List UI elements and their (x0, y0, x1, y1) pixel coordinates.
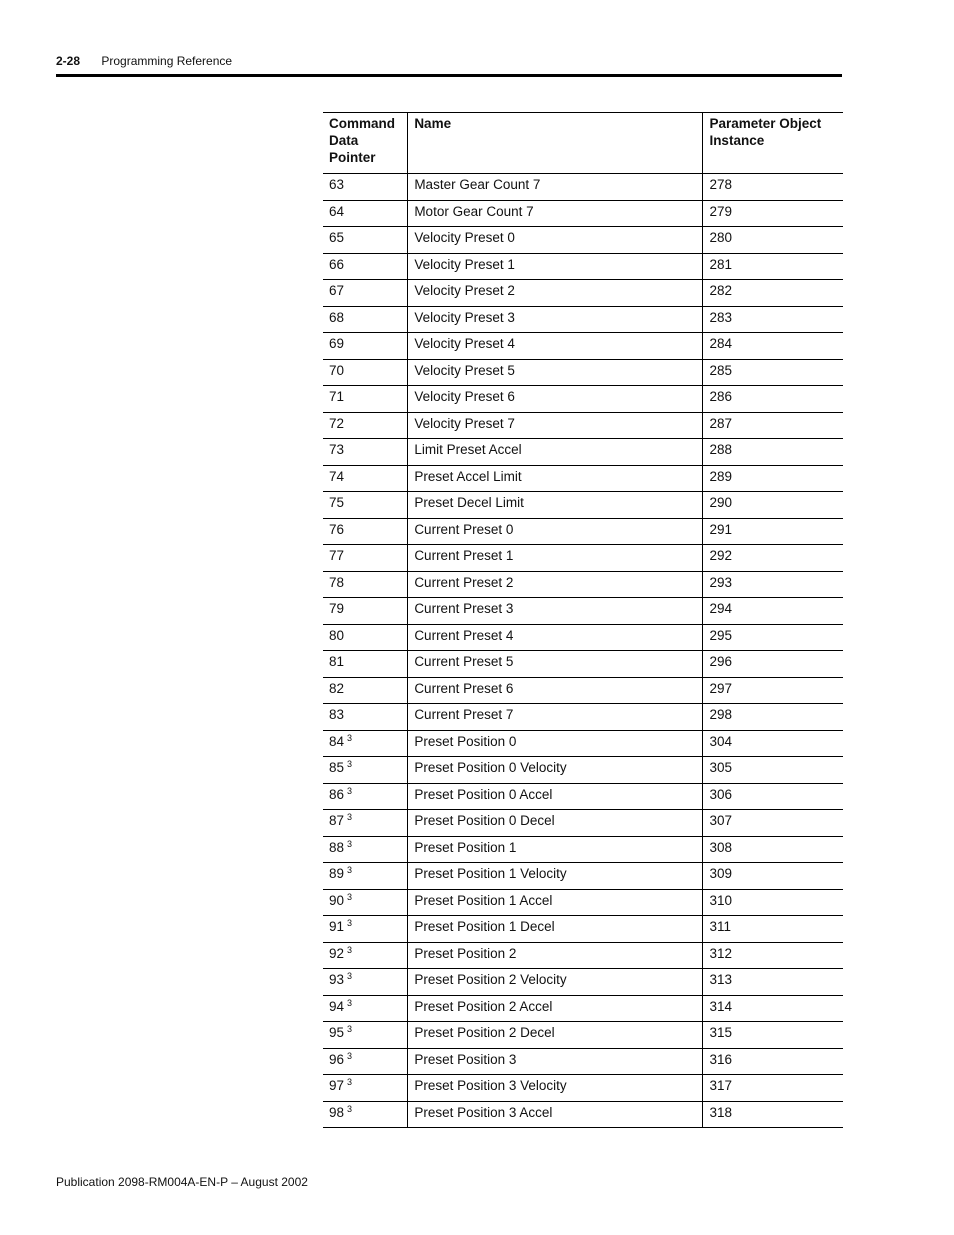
parameter-object-instance-cell: 292 (703, 545, 843, 572)
column-header-command-data-pointer: Command Data Pointer (323, 113, 408, 174)
pointer-value: 66 (329, 256, 345, 272)
table-row (323, 253, 843, 280)
table-row (323, 677, 843, 704)
pointer-value: 89 (329, 866, 345, 881)
table-row (323, 545, 843, 572)
name-cell: Preset Position 1 Accel (408, 889, 703, 916)
column-header-parameter-object-instance: Parameter Object Instance (703, 113, 843, 174)
name-cell: Preset Decel Limit (408, 492, 703, 519)
footnote-marker: 3 (347, 759, 353, 769)
table-row (323, 465, 843, 492)
pointer-value: 75 (329, 495, 345, 510)
header-row (323, 113, 843, 174)
section-title: Programming Reference (101, 54, 233, 68)
table-row (323, 810, 843, 837)
table-row (323, 333, 843, 360)
parameter-object-instance-cell: 286 (703, 386, 843, 413)
command-data-pointer-cell (323, 174, 408, 201)
footnote-marker: 3 (347, 891, 353, 902)
name-cell: Current Preset 5 (408, 651, 703, 678)
pointer-value: 68 (329, 309, 345, 325)
name-cell: Current Preset 2 (408, 571, 703, 598)
parameter-object-instance-cell: 316 (703, 1048, 843, 1075)
table-row (323, 492, 843, 519)
footnote-marker: 3 (347, 732, 353, 743)
table-row (323, 757, 843, 784)
table-row (323, 227, 843, 254)
command-data-pointer-cell (323, 280, 408, 307)
pointer-value: 85 (329, 760, 345, 775)
table-row (323, 995, 843, 1022)
table-row (323, 306, 843, 333)
table-row (323, 916, 843, 943)
parameter-object-instance-cell: 283 (703, 306, 843, 333)
name-cell: Velocity Preset 7 (408, 412, 703, 439)
command-data-pointer-cell (323, 439, 408, 466)
name-cell: Velocity Preset 1 (408, 253, 703, 280)
table-row (323, 836, 843, 863)
table-row (323, 942, 843, 969)
page-footer: Publication 2098-RM004A-EN-P – August 2002 (56, 1175, 308, 1189)
table-row (323, 518, 843, 545)
pointer-value: 64 (329, 203, 345, 219)
parameter-object-instance-cell: 313 (703, 969, 843, 996)
pointer-value: 82 (329, 680, 345, 696)
parameter-object-instance-cell: 284 (703, 333, 843, 360)
name-cell: Master Gear Count 7 (408, 174, 703, 201)
command-data-pointer-cell (323, 704, 408, 731)
table-row (323, 1075, 843, 1102)
command-data-pointer-cell (323, 386, 408, 413)
name-cell: Limit Preset Accel (408, 439, 703, 466)
pointer-value: 73 (329, 442, 345, 457)
command-data-pointer-cell (323, 836, 408, 863)
name-cell: Preset Position 1 (408, 836, 703, 863)
table-row (323, 386, 843, 413)
table-row (323, 1048, 843, 1075)
name-cell: Preset Position 1 Decel (408, 916, 703, 943)
parameter-object-instance-cell: 282 (703, 280, 843, 307)
parameter-object-instance-cell: 309 (703, 863, 843, 890)
command-data-pointer-cell (323, 863, 408, 890)
command-data-pointer-cell (323, 253, 408, 280)
command-data-pointer-cell (323, 571, 408, 598)
name-cell: Velocity Preset 2 (408, 280, 703, 307)
table-row (323, 1101, 843, 1128)
name-cell: Current Preset 4 (408, 624, 703, 651)
parameter-object-instance-cell: 314 (703, 995, 843, 1022)
pointer-value: 76 (329, 521, 345, 537)
command-data-pointer-cell (323, 783, 408, 810)
footnote-marker: 3 (347, 838, 353, 849)
pointer-value: 77 (329, 548, 345, 563)
table-row (323, 969, 843, 996)
table-row (323, 412, 843, 439)
name-cell: Velocity Preset 5 (408, 359, 703, 386)
parameter-object-instance-cell: 298 (703, 704, 843, 731)
page-number: 2-28 (56, 54, 81, 68)
table-row (323, 651, 843, 678)
name-cell: Preset Position 0 Accel (408, 783, 703, 810)
pointer-value: 79 (329, 601, 345, 616)
pointer-value: 78 (329, 574, 345, 590)
pointer-value: 92 (329, 945, 345, 961)
command-data-pointer-cell (323, 518, 408, 545)
command-data-pointer-cell (323, 333, 408, 360)
command-data-pointer-cell (323, 624, 408, 651)
parameter-object-instance-cell: 311 (703, 916, 843, 943)
pointer-value: 88 (329, 839, 345, 855)
footnote-marker: 3 (347, 1077, 353, 1087)
parameter-object-instance-cell: 297 (703, 677, 843, 704)
parameter-object-instance-cell: 304 (703, 730, 843, 757)
footnote-marker: 3 (347, 997, 353, 1008)
command-data-pointer-cell (323, 598, 408, 625)
parameter-object-instance-cell: 290 (703, 492, 843, 519)
pointer-value: 63 (329, 177, 345, 192)
command-data-pointer-cell (323, 889, 408, 916)
pointer-value: 96 (329, 1051, 345, 1067)
command-data-pointer-cell (323, 492, 408, 519)
parameter-object-instance-cell: 310 (703, 889, 843, 916)
name-cell: Preset Position 3 Velocity (408, 1075, 703, 1102)
parameter-object-instance-cell: 289 (703, 465, 843, 492)
pointer-value: 74 (329, 468, 345, 484)
name-cell: Current Preset 6 (408, 677, 703, 704)
parameter-object-instance-cell: 279 (703, 200, 843, 227)
table-row (323, 704, 843, 731)
pointer-value: 86 (329, 786, 345, 802)
table-row (323, 280, 843, 307)
pointer-value: 69 (329, 336, 345, 351)
column-header-name: Name (408, 113, 703, 174)
parameter-object-instance-cell: 307 (703, 810, 843, 837)
table-row (323, 571, 843, 598)
parameter-object-instance-cell: 288 (703, 439, 843, 466)
command-data-pointer-cell (323, 730, 408, 757)
footnote-marker: 3 (347, 865, 353, 875)
command-data-pointer-cell (323, 651, 408, 678)
parameter-object-instance-cell: 294 (703, 598, 843, 625)
command-data-pointer-cell (323, 995, 408, 1022)
table-row (323, 598, 843, 625)
table-row (323, 730, 843, 757)
name-cell: Preset Position 1 Velocity (408, 863, 703, 890)
footnote-marker: 3 (347, 944, 353, 955)
command-data-pointer-cell (323, 1048, 408, 1075)
table-row (323, 174, 843, 201)
name-cell: Preset Position 2 Accel (408, 995, 703, 1022)
table-header (323, 113, 843, 174)
parameter-object-instance-cell: 308 (703, 836, 843, 863)
name-cell: Velocity Preset 6 (408, 386, 703, 413)
name-cell: Velocity Preset 0 (408, 227, 703, 254)
name-cell: Velocity Preset 4 (408, 333, 703, 360)
pointer-value: 95 (329, 1025, 345, 1040)
pointer-value: 93 (329, 972, 345, 987)
table-body (323, 174, 843, 1128)
name-cell: Preset Position 0 Velocity (408, 757, 703, 784)
name-cell: Preset Accel Limit (408, 465, 703, 492)
table-row (323, 783, 843, 810)
table-row (323, 1022, 843, 1049)
pointer-value: 91 (329, 919, 345, 934)
command-data-pointer-cell (323, 200, 408, 227)
pointer-value: 67 (329, 283, 345, 298)
command-data-pointer-cell (323, 942, 408, 969)
footnote-marker: 3 (347, 918, 353, 928)
header-rule (56, 74, 842, 77)
name-cell: Preset Position 3 (408, 1048, 703, 1075)
pointer-value: 65 (329, 230, 345, 245)
parameter-object-instance-cell: 305 (703, 757, 843, 784)
pointer-value: 83 (329, 707, 345, 722)
command-data-pointer-cell (323, 412, 408, 439)
table-row (323, 200, 843, 227)
pointer-value: 98 (329, 1104, 345, 1120)
name-cell: Current Preset 7 (408, 704, 703, 731)
table-row (323, 624, 843, 651)
name-cell: Preset Position 2 (408, 942, 703, 969)
footnote-marker: 3 (347, 1103, 353, 1114)
command-data-pointer-cell (323, 545, 408, 572)
pointer-value: 94 (329, 998, 345, 1014)
pointer-value: 87 (329, 813, 345, 828)
pointer-value: 71 (329, 389, 345, 404)
command-data-pointer-cell (323, 1075, 408, 1102)
parameter-object-instance-cell: 296 (703, 651, 843, 678)
footnote-marker: 3 (347, 1024, 353, 1034)
pointer-value: 72 (329, 415, 345, 431)
pointer-value: 84 (329, 733, 345, 749)
name-cell: Velocity Preset 3 (408, 306, 703, 333)
parameter-object-instance-cell: 295 (703, 624, 843, 651)
pointer-value: 70 (329, 362, 345, 378)
footnote-marker: 3 (347, 812, 353, 822)
pointer-value: 80 (329, 627, 345, 643)
parameter-object-instance-cell: 318 (703, 1101, 843, 1128)
pointer-value: 81 (329, 654, 345, 669)
command-data-pointer-cell (323, 969, 408, 996)
command-data-pointer-cell (323, 916, 408, 943)
parameter-object-instance-cell: 293 (703, 571, 843, 598)
name-cell: Preset Position 2 Velocity (408, 969, 703, 996)
command-data-pointer-cell (323, 359, 408, 386)
parameter-table (323, 112, 843, 1128)
command-data-pointer-cell (323, 306, 408, 333)
footnote-marker: 3 (347, 785, 353, 796)
command-data-pointer-cell (323, 677, 408, 704)
parameter-object-instance-cell: 280 (703, 227, 843, 254)
table-row (323, 359, 843, 386)
pointer-value: 90 (329, 892, 345, 908)
name-cell: Current Preset 3 (408, 598, 703, 625)
parameter-object-instance-cell: 291 (703, 518, 843, 545)
footnote-marker: 3 (347, 971, 353, 981)
command-data-pointer-cell (323, 757, 408, 784)
table-row (323, 889, 843, 916)
parameter-object-instance-cell: 287 (703, 412, 843, 439)
table-row (323, 863, 843, 890)
command-data-pointer-cell (323, 810, 408, 837)
footnote-marker: 3 (347, 1050, 353, 1061)
parameter-object-instance-cell: 278 (703, 174, 843, 201)
parameter-object-instance-cell: 306 (703, 783, 843, 810)
name-cell: Preset Position 2 Decel (408, 1022, 703, 1049)
table-row (323, 439, 843, 466)
command-data-pointer-cell (323, 465, 408, 492)
parameter-object-instance-cell: 285 (703, 359, 843, 386)
command-data-pointer-cell (323, 1101, 408, 1128)
parameter-object-instance-cell: 312 (703, 942, 843, 969)
command-data-pointer-cell (323, 1022, 408, 1049)
parameter-object-instance-cell: 315 (703, 1022, 843, 1049)
name-cell: Current Preset 1 (408, 545, 703, 572)
name-cell: Motor Gear Count 7 (408, 200, 703, 227)
name-cell: Preset Position 0 Decel (408, 810, 703, 837)
parameter-object-instance-cell: 317 (703, 1075, 843, 1102)
command-data-pointer-cell (323, 227, 408, 254)
name-cell: Preset Position 3 Accel (408, 1101, 703, 1128)
pointer-value: 97 (329, 1078, 345, 1093)
name-cell: Current Preset 0 (408, 518, 703, 545)
name-cell: Preset Position 0 (408, 730, 703, 757)
parameter-object-instance-cell: 281 (703, 253, 843, 280)
page-header (56, 52, 842, 70)
